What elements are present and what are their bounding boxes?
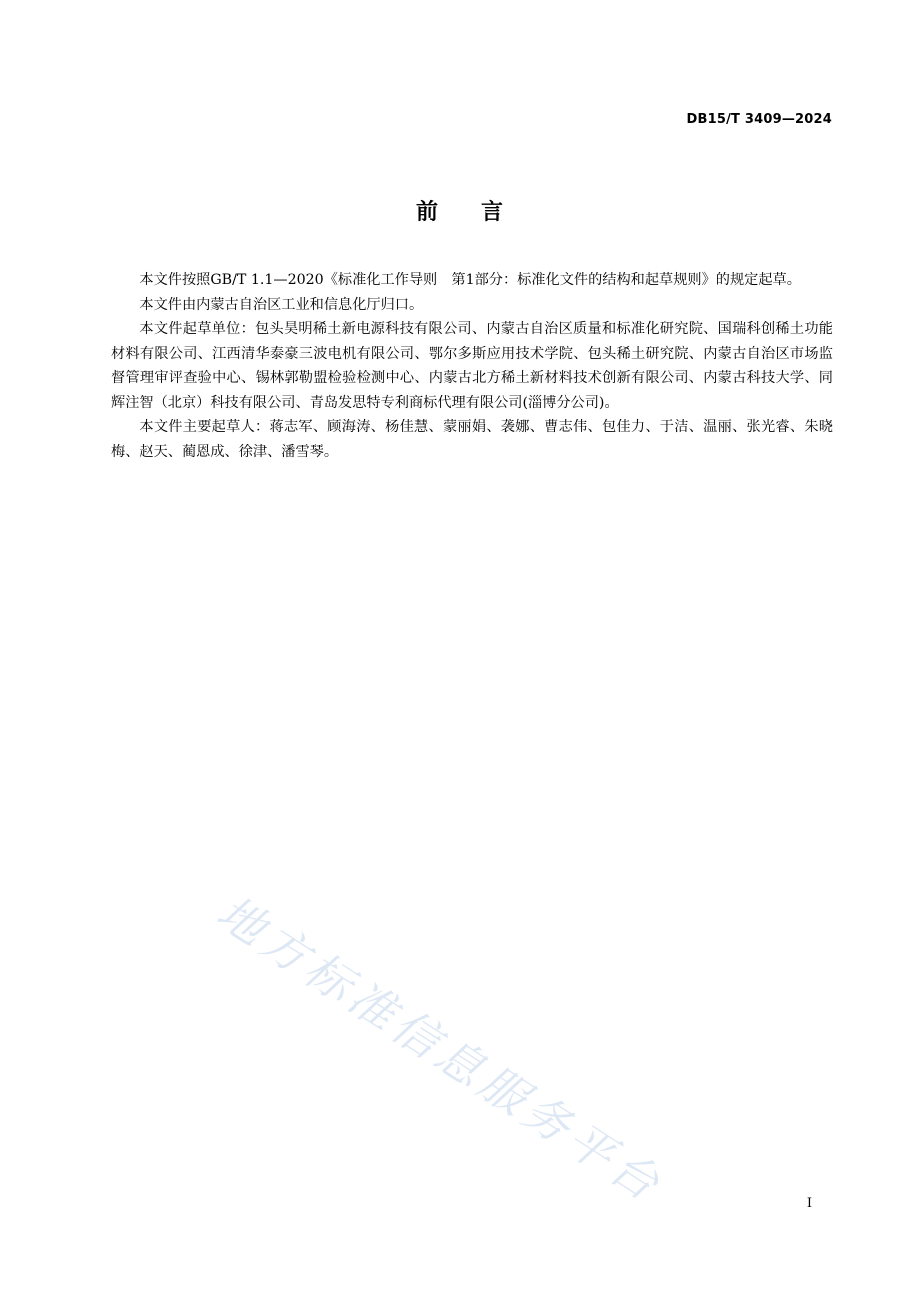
paragraph-administration: 本文件由内蒙古自治区工业和信息化厅归口。 <box>139 296 424 313</box>
watermark: 地方标准信息服务平台 <box>207 884 674 1214</box>
page-title <box>0 195 920 226</box>
paragraph-drafters: 本文件主要起草人：蒋志军、顾海涛、杨佳慧、蒙丽娟、袭娜、曹志伟、包佳力、于洁、温丽、张光睿、朱晓梅、赵天、蔺恩成、徐津、潘雪琴。 <box>111 419 833 460</box>
paragraph-drafting-basis: 本文件按照GB/T 1.1—2020《标准化工作导则 第1部分：标准化文件的结构和起草规则》的规定起草。 <box>139 272 801 288</box>
foreword-body <box>111 268 833 464</box>
title-char-1: 前 <box>415 200 439 225</box>
page-number: I <box>806 1196 812 1211</box>
document-code: DB15/T 3409—2024 <box>686 112 832 127</box>
title-char-2: 言 <box>481 200 505 225</box>
paragraph-drafting-units: 本文件起草单位：包头昊明稀土新电源科技有限公司、内蒙古自治区质量和标准化研究院、国瑞科创稀土功能材料有限公司、江西清华泰豪三波电机有限公司、鄂尔多斯应用技术学院、包头稀土研究院、内蒙古自治区市场监督管理审评查验中心、锡林郭勒盟检验检测中心、内蒙古北方稀土新材料技术创新有限公司、内蒙古科技大学、同辉注智（北京）科技有限公司、青岛发思特专利商标代理有限公司(淄博分公司)。 <box>111 321 833 411</box>
